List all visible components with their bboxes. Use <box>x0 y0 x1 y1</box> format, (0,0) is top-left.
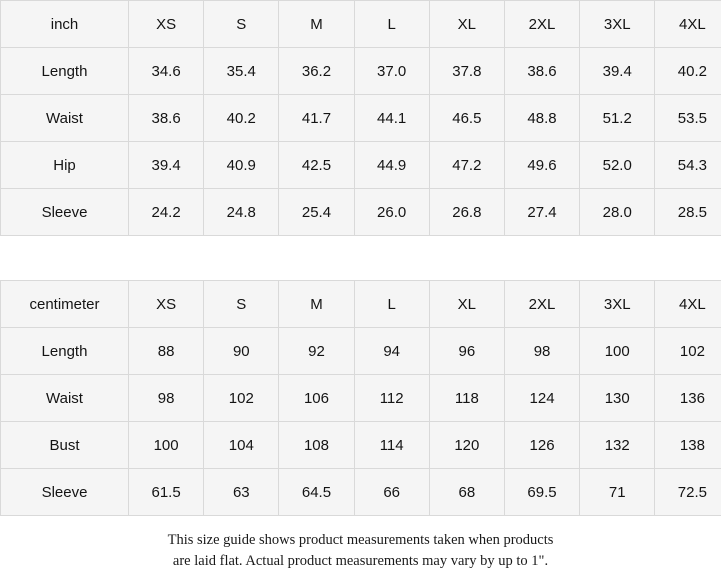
cell-value: 130 <box>580 375 655 422</box>
table-header-row <box>1 281 721 328</box>
cell-value: 35.4 <box>204 48 279 95</box>
cell-value: 136 <box>655 375 721 422</box>
column-header: S <box>204 281 279 328</box>
cell-value: 40.2 <box>204 95 279 142</box>
cell-value: 72.5 <box>655 469 721 516</box>
cell-value: 27.4 <box>504 189 579 236</box>
cell-value: 49.6 <box>504 142 579 189</box>
table-row <box>1 422 721 469</box>
cell-value: 51.2 <box>580 95 655 142</box>
column-header: M <box>279 281 354 328</box>
cell-value: 52.0 <box>580 142 655 189</box>
cell-value: 102 <box>204 375 279 422</box>
cell-value: 114 <box>354 422 429 469</box>
cell-value: 26.8 <box>429 189 504 236</box>
cell-value: 28.0 <box>580 189 655 236</box>
row-label: Sleeve <box>1 469 129 516</box>
size-guide-footnote <box>0 530 721 572</box>
cell-value: 104 <box>204 422 279 469</box>
cell-value: 63 <box>204 469 279 516</box>
footnote-line-1: This size guide shows product measurements taken when products <box>0 530 721 551</box>
row-label: Length <box>1 328 129 375</box>
cell-value: 71 <box>580 469 655 516</box>
size-table-centimeter <box>0 280 721 516</box>
column-header: L <box>354 281 429 328</box>
cell-value: 112 <box>354 375 429 422</box>
row-label: Hip <box>1 142 129 189</box>
unit-label-inch: inch <box>1 1 129 48</box>
cell-value: 24.8 <box>204 189 279 236</box>
cell-value: 88 <box>129 328 204 375</box>
cell-value: 138 <box>655 422 721 469</box>
cell-value: 102 <box>655 328 721 375</box>
column-header: XS <box>129 1 204 48</box>
cell-value: 25.4 <box>279 189 354 236</box>
cell-value: 90 <box>204 328 279 375</box>
column-header: 3XL <box>580 281 655 328</box>
cell-value: 44.9 <box>354 142 429 189</box>
cell-value: 46.5 <box>429 95 504 142</box>
table-separator <box>0 236 721 280</box>
row-label: Bust <box>1 422 129 469</box>
cell-value: 61.5 <box>129 469 204 516</box>
row-label: Waist <box>1 375 129 422</box>
table-row <box>1 142 721 189</box>
column-header: 4XL <box>655 1 721 48</box>
size-table-inch <box>0 0 721 236</box>
cell-value: 64.5 <box>279 469 354 516</box>
cell-value: 28.5 <box>655 189 721 236</box>
row-label: Sleeve <box>1 189 129 236</box>
cell-value: 98 <box>504 328 579 375</box>
cell-value: 41.7 <box>279 95 354 142</box>
row-label: Length <box>1 48 129 95</box>
cell-value: 42.5 <box>279 142 354 189</box>
cell-value: 48.8 <box>504 95 579 142</box>
table-row <box>1 95 721 142</box>
column-header: S <box>204 1 279 48</box>
cell-value: 66 <box>354 469 429 516</box>
cell-value: 118 <box>429 375 504 422</box>
column-header: 2XL <box>504 281 579 328</box>
cell-value: 100 <box>580 328 655 375</box>
unit-label-centimeter: centimeter <box>1 281 129 328</box>
footnote-line-2: are laid flat. Actual product measurements may vary by up to 1". <box>0 551 721 572</box>
cell-value: 126 <box>504 422 579 469</box>
table-row <box>1 469 721 516</box>
row-label: Waist <box>1 95 129 142</box>
cell-value: 39.4 <box>580 48 655 95</box>
cell-value: 37.8 <box>429 48 504 95</box>
cell-value: 38.6 <box>129 95 204 142</box>
table-row <box>1 48 721 95</box>
cell-value: 53.5 <box>655 95 721 142</box>
cell-value: 44.1 <box>354 95 429 142</box>
column-header: L <box>354 1 429 48</box>
cell-value: 108 <box>279 422 354 469</box>
cell-value: 40.9 <box>204 142 279 189</box>
column-header: M <box>279 1 354 48</box>
cell-value: 92 <box>279 328 354 375</box>
cell-value: 36.2 <box>279 48 354 95</box>
column-header: 4XL <box>655 281 721 328</box>
column-header: 3XL <box>580 1 655 48</box>
cell-value: 34.6 <box>129 48 204 95</box>
table-row <box>1 328 721 375</box>
cell-value: 98 <box>129 375 204 422</box>
cell-value: 54.3 <box>655 142 721 189</box>
table-row <box>1 375 721 422</box>
cell-value: 106 <box>279 375 354 422</box>
cell-value: 124 <box>504 375 579 422</box>
cell-value: 47.2 <box>429 142 504 189</box>
cell-value: 120 <box>429 422 504 469</box>
cell-value: 96 <box>429 328 504 375</box>
cell-value: 94 <box>354 328 429 375</box>
cell-value: 26.0 <box>354 189 429 236</box>
cell-value: 100 <box>129 422 204 469</box>
cell-value: 24.2 <box>129 189 204 236</box>
cell-value: 69.5 <box>504 469 579 516</box>
column-header: XL <box>429 281 504 328</box>
cell-value: 37.0 <box>354 48 429 95</box>
table-header-row <box>1 1 721 48</box>
cell-value: 40.2 <box>655 48 721 95</box>
cell-value: 132 <box>580 422 655 469</box>
column-header: XS <box>129 281 204 328</box>
table-row <box>1 189 721 236</box>
cell-value: 68 <box>429 469 504 516</box>
cell-value: 39.4 <box>129 142 204 189</box>
column-header: XL <box>429 1 504 48</box>
column-header: 2XL <box>504 1 579 48</box>
cell-value: 38.6 <box>504 48 579 95</box>
